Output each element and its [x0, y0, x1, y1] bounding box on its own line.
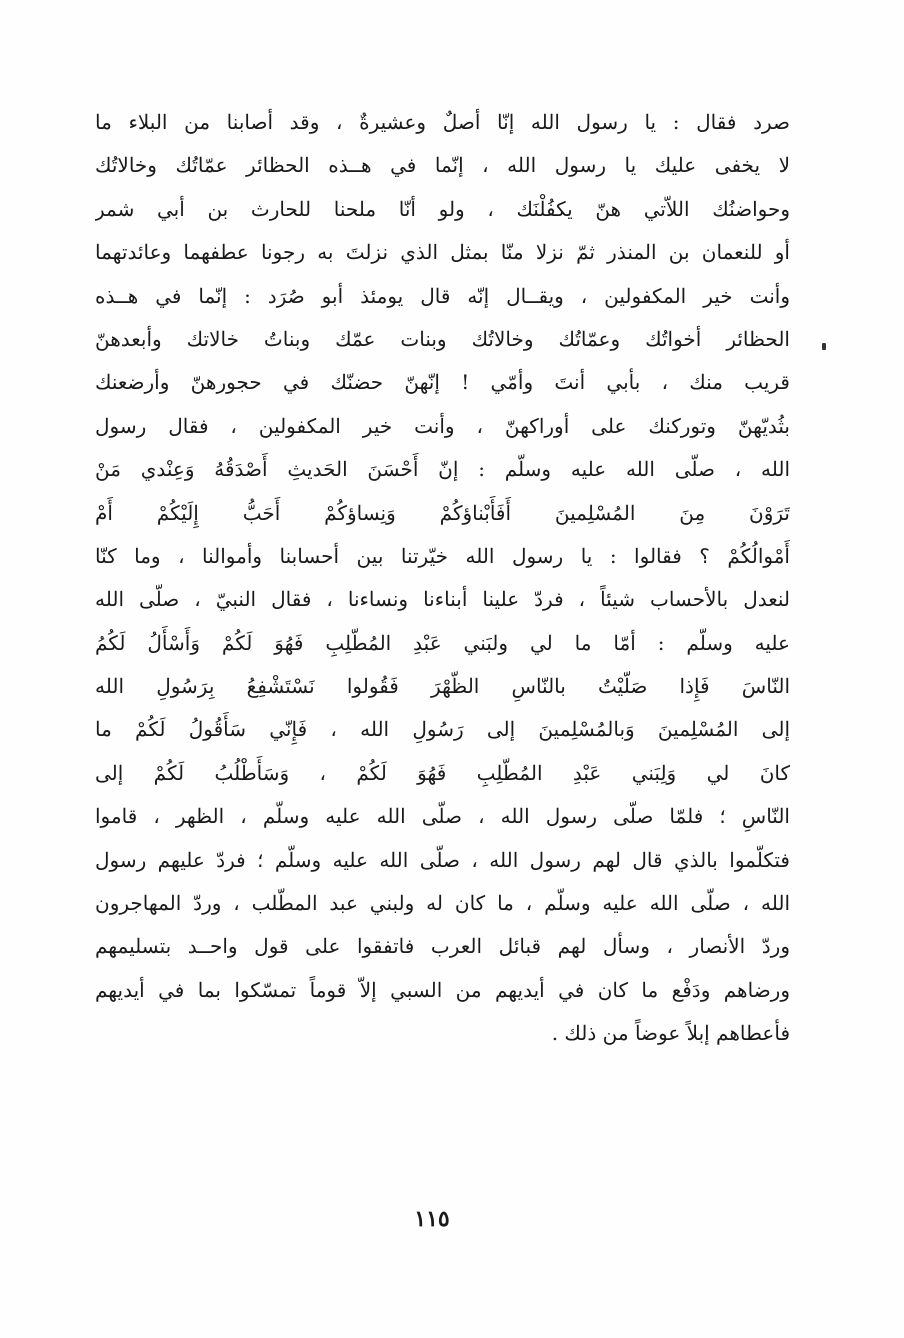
text-line: الله ، صلّى الله عليه وسلّم : إنّ أَحْسَنَ الحَديثِ أَصْدَقُهُ وَعِنْدي مَنْ: [95, 457, 790, 482]
text-line: كانَ لي وَلِبَني عَبْدِ المُطّلِبِ فَهُوَ لَكُمْ ، وَسَأَطْلُبُ لَكُمْ إلى: [95, 760, 790, 785]
text-line: صرد فقال : يا رسول الله إنّا أصلٌ وعشيرةٌ ، وقد أصابنا من البلاء ما: [95, 110, 790, 134]
text-line: الحظائر أخواتُك وعمّاتُك وخالاتُك وبنات عمّك وبناتُ خالاتك وأبعدهنّ: [95, 326, 790, 351]
text-line: لا يخفى عليك يا رسول الله ، إنّما في هــذه الحظائر عمّاتُك وخالاتُك: [95, 153, 790, 178]
text-line-last: فأعطاهم إبلاً عوضاً من ذلك .: [551, 1021, 790, 1046]
text-line: النّاسِ ؛ فلمّا صلّى رسول الله ، صلّى الله عليه وسلّم ، الظهر ، قاموا: [95, 804, 790, 829]
text-line: النّاسَ فَإِذا صَلّيْتُ بالنّاسِ الظّهْرَ فَقُولوا نَسْتَشْفِعُ بِرَسُولِ الله: [95, 674, 790, 699]
text-line: إلى المُسْلِمينَ وَبالمُسْلِمينَ إلى رَسُولِ الله ، فَإِنّي سَأَقُولُ لَكُمْ ما: [95, 717, 790, 742]
text-line: أَمْوالُكُمْ ؟ فقالوا : يا رسول الله خيّرتنا بين أحسابنا وأموالنا ، وما كنّا: [95, 543, 790, 568]
text-line: الله ، صلّى الله عليه وسلّم ، ما كان له ولبني عبد المطّلب ، وردّ المهاجرون: [95, 891, 790, 916]
text-line: ورضاهم ودَفْع ما كان في أيديهم من السبي إلاّ قوماً تمسّكوا بما في أيديهم: [95, 977, 790, 1002]
margin-mark: [822, 343, 826, 350]
text-line: قريب منك ، بأبي أنتَ وأمّي ! إنّهنّ حضنّك في حجورهنّ وأرضعنك: [95, 370, 790, 395]
text-line: أو للنعمان بن المنذر ثمّ نزلا منّا بمثل الذي نزلتَ به رجونا عطفهما وعائدتهما: [95, 240, 790, 265]
body-text: [95, 101, 790, 1056]
text-line: وردّ الأنصار ، وسأل لهم قبائل العرب فاتفقوا على قول واحــد بتسليمهم: [95, 934, 790, 959]
text-line: وحواضنُك اللاّتي هنّ يكفُلْنَك ، ولو أنّا ملحنا للحارث بن أبي شمر: [95, 196, 790, 221]
text-line: لنعدل بالأحساب شيئاً ، فردّ علينا أبناءنا ونساءنا ، فقال النبيّ ، صلّى الله: [95, 587, 790, 612]
text-line: عليه وسلّم : أمّا ما لي ولبَني عَبْدِ المُطّلِبِ فَهُوَ لَكُمْ وَأَسْأَلُ لَكُمُ: [95, 630, 790, 655]
text-line: تَرَوْنَ مِنَ المُسْلِمينَ أَفَأَبْناؤكُمْ وَنِساؤكُمْ أَحَبُّ إِلَيْكُمْ أَمْ: [95, 500, 790, 525]
text-line: فتكلّموا بالذي قال لهم رسول الله ، صلّى الله عليه وسلّم ؛ فردّ عليهم رسول: [95, 847, 790, 872]
text-line: بثُديّهنّ وتوركنك على أوراكهنّ ، وأنت خير المكفولين ، فقال رسول: [95, 413, 790, 438]
text-line: وأنت خير المكفولين ، ويقــال إنّه قال يومئذ أبو صُرَد : إنّما في هــذه: [95, 283, 790, 308]
page-number: ١١٥: [414, 1206, 450, 1232]
